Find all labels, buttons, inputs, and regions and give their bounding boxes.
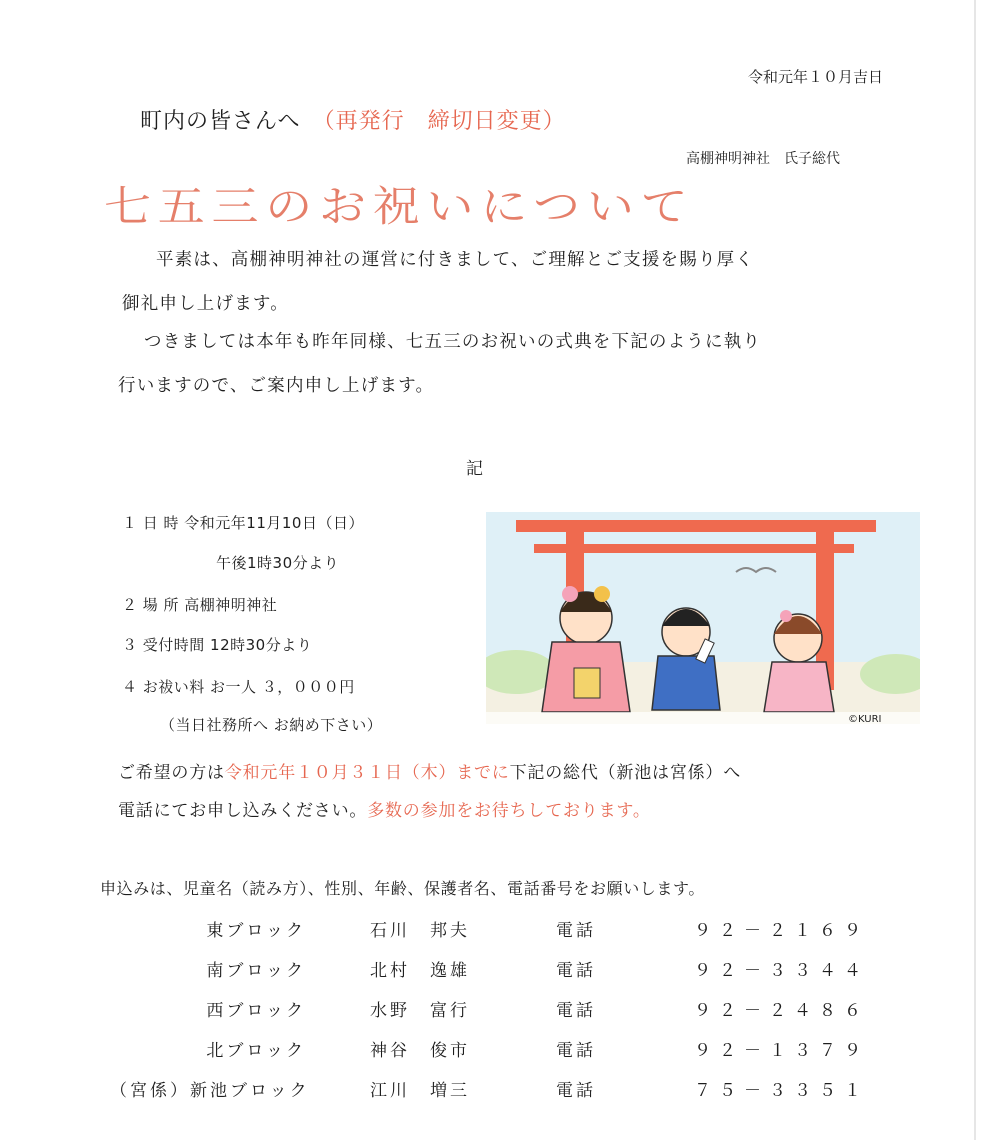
paragraph-line-1: 平素は、高棚神明神社の運営に付きまして、ご理解とご支援を賜り厚く [156,250,755,270]
contact-number: ７５－３３５１ [694,1081,869,1101]
paragraph-line-4: 行いますので、ご案内申し上げます。 [118,376,435,396]
greeting-main: 町内の皆さんへ [140,109,301,134]
contact-row [0,916,984,946]
contact-name: 水野 富行 [370,1001,470,1021]
apply-line-2 [118,796,651,821]
contact-row [0,996,984,1026]
contact-row [0,1036,984,1066]
contact-row [0,956,984,986]
contact-tel-label: 電話 [556,1081,596,1101]
apply-text-c: 電話にてお申し込みください。 [118,801,368,821]
contact-number: ９２－２１６９ [694,921,869,941]
contact-name: 江川 増三 [370,1081,470,1101]
illustration-svg [486,512,920,724]
item-reception: ３ 受付時間 12時30分より [122,636,313,654]
contact-tel-label: 電話 [556,1001,596,1021]
contact-name: 神谷 俊市 [370,1041,470,1061]
contact-name: 北村 逸雄 [370,961,470,981]
apply-text-a: ご希望の方は [118,763,225,783]
item-place: ２ 場 所 高棚神明神社 [122,596,278,614]
contact-number: ９２－３３４４ [694,961,869,981]
apply-line-1 [118,758,741,783]
organizer: 高棚神明神社 氏子総代 [686,151,840,167]
contact-number: ９２－２４８６ [694,1001,869,1021]
apply-invite: 多数の参加をお待ちしております。 [367,801,651,821]
contact-number: ９２－１３７９ [694,1041,869,1061]
contact-block: 南ブロック [206,961,306,981]
item-fee: ４ お祓い料 お一人 ３，０００円 [122,678,355,696]
contact-block: 東ブロック [206,921,306,941]
greeting-note: （再発行 締切日変更） [312,109,566,134]
issue-date: 令和元年１０月吉日 [748,68,884,86]
greeting-line [140,104,566,135]
contact-tel-label: 電話 [556,921,596,941]
illustration-copyright: ©KURI [848,714,882,724]
contact-tel-label: 電話 [556,1041,596,1061]
paragraph-line-3: つきましては本年も昨年同様、七五三のお祝いの式典を下記のように執り [144,332,762,352]
contact-block: （宮係）新池ブロック [110,1081,310,1101]
apply-deadline: 令和元年１０月３１日（木）までに [224,763,510,783]
ki-heading: 記 [466,459,483,479]
item-time: 午後1時30分より [216,554,340,572]
contact-block: 西ブロック [206,1001,306,1021]
item-date: １ 日 時 令和元年11月10日（日） [122,514,364,532]
page-title: 七五三のお祝いについて [104,182,695,231]
contact-tel-label: 電話 [556,961,596,981]
contact-block: 北ブロック [206,1041,306,1061]
contact-row [0,1076,984,1106]
request-line: 申込みは、児童名（読み方）、性別、年齢、保護者名、電話番号をお願いします。 [100,879,705,898]
paragraph-line-2: 御礼申し上げます。 [122,294,289,314]
item-fee-note: （当日社務所へ お納め下さい） [160,716,383,734]
contact-name: 石川 邦夫 [370,921,470,941]
shichigosan-illustration [486,512,920,724]
apply-text-b: 下記の総代（新池は宮係）へ [509,763,742,783]
